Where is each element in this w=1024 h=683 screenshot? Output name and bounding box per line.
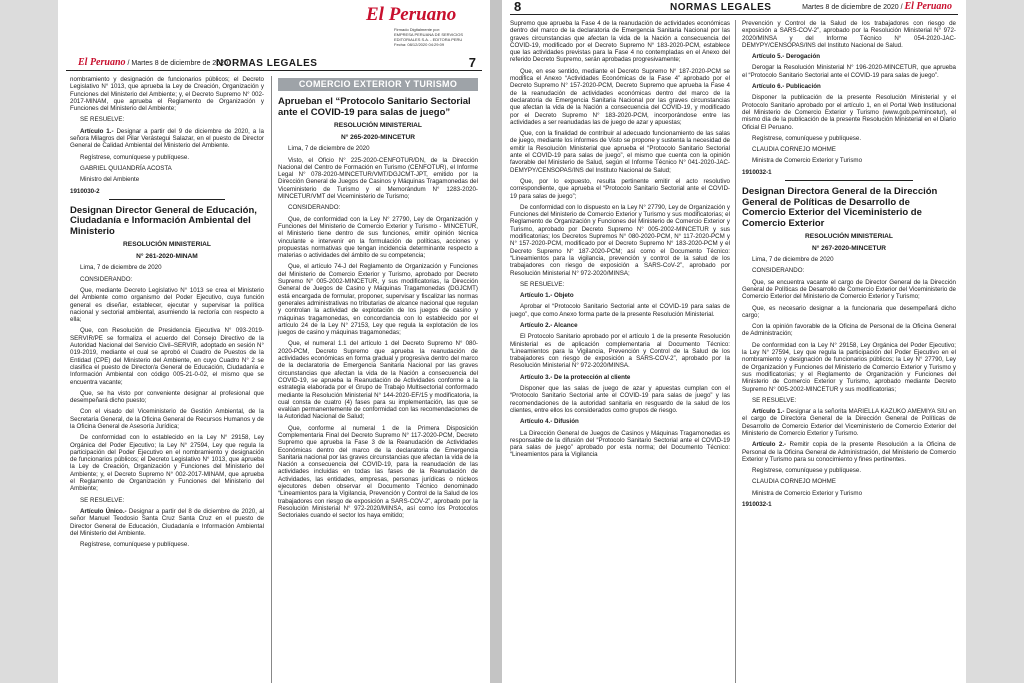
rm-title: RESOLUCIÓN MINISTERIAL [334,122,422,130]
divider [109,199,225,200]
el-peruano-logo: El Peruano [366,4,457,25]
signer-title: Ministra de Comercio Exterior y Turismo [752,489,863,497]
considerando: CONSIDERANDO: [288,204,341,212]
running-brand: Martes 8 de diciembre de 2020 / El Peruano [802,1,952,12]
paragraph: Con el visado del Viceministerio de Gestión Ambiental, de la Secretaría General, de la Oficina General de Recursos Humanos y de la Oficina General de Asesoría Jurídica; [70,408,264,430]
sector-banner: COMERCIO EXTERIOR Y TURISMO [278,78,478,91]
paragraph: Que, el artículo 74-J del Reglamento de Organización y Funciones del Ministerio de Comercio Exterior y Turismo, aprobado por Decreto Supremo N° 005-2002-MINCETUR, y sus modificatorias, la Dirección General de Juegos de Casino y Máquinas Tragamonedas (DGJCMT) está encargada de formular, proponer, supervisar y fiscalizar las normas generales administrativas no tributarias de alcance nacional que regulan y controlan la actividad de explotación de los juegos de casino y máquinas tragamonedas, en concordancia con lo establecido por el artículo 24 de la Ley N° 27153, Ley que regula la explotación de los juegos de casino y máquinas tragamonedas; [278,263,478,337]
article-label: Artículo 1.- Objeto [520,292,574,300]
section-title: NORMAS LEGALES [216,58,318,69]
left-column-1 [70,76,264,683]
paragraph: De conformidad con la Ley N° 29158, Ley Orgánica del Poder Ejecutivo; la Ley N° 27594, Ley que regula la participación del Poder Ejecutivo en el nombramiento y designación de funcionarios públicos; la Ley N° 27790, Ley de Organización y Funciones del Ministerio de Comercio Exterior y Turismo y sus modificatorias; y el Reglamento de Organización y Funciones del Ministerio de Comercio Exterior y Turismo, aprobado mediante Decreto Supremo N° 005-2002-MINCETUR y sus modificatorias; [742,341,956,393]
section-title: NORMAS LEGALES [670,2,772,13]
rm-title: RESOLUCIÓN MINISTERIAL [805,233,893,241]
paragraph: Que, con la finalidad de contribuir al adecuado funcionamiento de las salas de juego, mediante los informes de Visto se propone y sustenta la necesidad de emitir la Resolución Ministerial que aprueba el “Protocolo Sanitario Sectorial ante el COVID-19 para salas de juego”, el mismo que cuenta con la opinión favorable del Ministerio de Salud, según el Informe Técnico N° 041-2020-JAC-DEMYPY/CENSOPAS/INS del Instituto Nacional de Salud; [510,130,730,174]
article-label: Artículo 5.- Derogación [752,53,821,61]
paragraph: Supremo que aprueba la Fase 4 de la reanudación de actividades económicas dentro del marco de la declaratoria de Emergencia Sanitaria Nacional por las graves circunstancias que afectan la vida de la Nación a consecuencia del COVID-19, modificado por el Decreto Supremo N° 183-2020-PCM, establece que las actividades previstas para la Fase 4 no contempladas en el Anexo del referido Decreto Supremo, serán aprobadas progresivamente; [510,20,730,64]
closing-formula: Regístrese, comuníquese y publíquese. [752,467,862,475]
signer-name: GABRIEL QUIJANDRÍA ACOSTA [80,164,172,172]
article-unico: Artículo Único.- Designar a partir del 8 de diciembre de 2020, al señor Manuel Teodosio Santa Cruz Santa Cruz en el puesto de Director General de Educación, Ciudadanía e Información Ambiental del Ministerio del Ambiente. [70,507,264,537]
signer-name: CLAUDIA CORNEJO MOHME [752,146,836,154]
article-label: Artículo 6.- Publicación [752,83,821,91]
resolution-heading: Designan Director General de Educación, Ciudadanía e Información Ambiental del Ministerio [70,204,257,237]
rm-number: N° 261-2020-MINAM [136,252,198,260]
paragraph: Que, en ese sentido, mediante el Decreto Supremo N° 187-2020-PCM se modifica el Anexo “Actividades Económicas de la Fase 4” aprobado por el Decreto Supremo N° 157-2020-PCM, Decreto Supremo que aprueba la Fase 4 de la reanudación de actividades económicas dentro del marco de la declaratoria de Emergencia Sanitaria Nacional por las graves circunstancias que afectan la vida de la Nación a consecuencia del COVID-19, y modificado por el Decreto Supremo N° 183-2020-PCM, incorporándose entre las actividades a ser reanudadas las de juego de azar y apuestas; [510,67,730,126]
paragraph: Visto, el Oficio N° 225-2020-CENFOTUR/DN, de la Dirección Nacional del Centro de Formación en Turismo (CENFOTUR), el Informe Legal N° 078-2020-MINCETUR/VMT/DGJCMT-JPT, emitido por la Dirección General de Juegos de Casinos y Máquinas Tragamonedas del Viceministerio de Turismo y el Memorándum N° 1283-2020-MINCETUR/VMT del Viceministerio de Turismo; [278,156,478,201]
paragraph: nombramiento y designación de funcionarios públicos; el Decreto Legislativo N° 1013, que aprueba la Ley de Creación, Organización y Funciones del Ministerio del Ambiente; y, el Decreto Supremo N° 002-2017-MINAM, que aprueba el Reglamento de Organización y Funciones del Ministerio del Ambiente; [70,76,264,113]
left-column-2 [278,76,478,683]
paragraph: De conformidad con lo establecido en la Ley N° 29158, Ley Orgánica del Poder Ejecutivo; la Ley N° 27594, Ley que regula la participación del Poder Ejecutivo en el nombramiento y designación de funcionarios públicos; el Decreto Legislativo N° 1013, que aprueba la Ley de Creación, Organización y Funciones del Ministerio del Ambiente; y, el Decreto Supremo N° 002-2017-MINAM, que aprueba el Reglamento de Organización y Funciones del Ministerio del Ambiente; [70,434,264,493]
column-divider [735,20,736,683]
paragraph: Que, de conformidad con la Ley N° 27790, Ley de Organización y Funciones del Ministerio de Comercio Exterior y Turismo - MINCETUR, el Ministerio tiene dentro de sus funciones, emitir opinión técnica vinculante e intervenir en la formulación de políticas, acciones y propuestas normativas que tengan incidencia determinante respecto a materias o actividades del ámbito de su competencia; [278,215,478,260]
right-page [502,0,966,683]
article-2: Artículo 2.- Remitir copia de la presente Resolución a la Oficina de Personal de la Oficina General de Administración, del Ministerio de Comercio Exterior y Turismo para su conocimiento y fines pertinentes. [742,441,956,463]
right-running-header [510,0,958,15]
divider [785,180,913,181]
paragraph: Que, conforme al numeral 1 de la Primera Disposición Complementaria Final del Decreto Supremo N° 117-2020-PCM, Decreto Supremo que aprueba la Fase 3 de la Reanudación de Actividades Económicas dentro del marco de la declaratoria de Emergencia Sanitaria nacional por las graves circunstancias que afectan la vida de la Nación a consecuencia del COVID-19, para la reanudación de las actividades incluidas en todas las fases de la Reanudación de Actividades, las entidades, empresas, personas jurídicas o núcleos ejecutores deben observar el Documento Técnico denominado “Lineamientos para la Vigilancia, Prevención y Control de la Salud de los trabajadores con riesgo de exposición a SARS-COV-2”, aprobado por la Resolución Ministerial N° 972-2020/MINSA, así como los Protocolos Sectoriales cuando el sector los haya emitido; [278,424,478,520]
right-column-1 [510,20,730,683]
right-column-2 [742,20,956,683]
paragraph: Prevención y Control de la Salud de los trabajadores con riesgo de exposición a SARS-COV-2”, aprobado por la Resolución Ministerial N° 972-2020/MINSA y del Informe Técnico N° 054-2020-JAC-DEMYPY/CENSOPAS/INS del Instituto Nacional de Salud. [742,20,956,49]
closing-formula: Regístrese, comuníquese y publíquese. [80,153,190,161]
se-resuelve: SE RESUELVE: [520,280,565,288]
left-page [58,0,490,683]
closing-formula: Regístrese, comuníquese y publíquese. [752,134,862,142]
digital-signature-meta: Firmado Digitalmente por: EMPRESA PERUANA DE SERVICIOS EDITORIALES S.A. - EDITORA PERU Fecha: 08/12/2020 04:29:09 [394,27,464,47]
closing-formula: Regístrese, comuníquese y publíquese. [80,541,190,549]
considerando: CONSIDERANDO: [752,267,805,275]
se-resuelve: SE RESUELVE: [80,496,125,504]
paragraph: Que, se ha visto por conveniente designar al profesional que desempeñará dicho puesto; [70,389,264,405]
resolution-heading: Aprueban el “Protocolo Sanitario Sectorial ante el COVID-19 para salas de juego” [278,96,471,118]
signer-name: CLAUDIA CORNEJO MOHME [752,478,836,486]
paragraph: De conformidad con lo dispuesto en la Ley N° 27790, Ley de Organización y Funciones del Ministerio de Comercio Exterior y Turismo y sus modificatorias; el Reglamento de Organización y Funciones del Ministerio de Comercio Exterior y Turismo, aprobado por Decreto Supremo N° 005-2002-MINCETUR y sus modificatorias; los Decretos Supremos N° 080-2020-PCM, N° 117-2020-PCM y N° 157-2020-PCM, modificado por el Decreto Supremo N° 183-2020-PCM y el Decreto Supremo N° 187-2020-PCM; así como el Documento Técnico: “Lineamientos para la vigilancia, prevención y control de la salud de los trabajadores con riesgo de exposición a SARS-CoV-2”, aprobado por Resolución Ministerial N° 972-2020/MINSA; [510,203,730,277]
paragraph: Que, el numeral 1.1 del artículo 1 del Decreto Supremo N° 080-2020-PCM, Decreto Supremo que aprueba la reanudación de actividades económicas en forma gradual y progresiva dentro del marco de la declaratoria de Emergencia Sanitaria Nacional por las graves circunstancias que afectan la vida de la Nación a consecuencia del COVID-19, se aprueba la Reanudación de Actividades conforme a la estrategia elaborada por el Grupo de Trabajo Multisectorial conformado mediante la Resolución Ministerial N° 144-2020-EF/15 y modificatoria, la cual consta de cuatro (4) fases para su implementación, las que se evalúan permanentemente de conformidad con las recomendaciones de la Autoridad Nacional de Salud; [278,340,478,421]
resolution-date: Lima, 7 de diciembre de 2020 [752,256,834,264]
paragraph: La Dirección General de Juegos de Casinos y Máquinas Tragamonedas es responsable de la difusión del “Protocolo Sanitario Sectorial ante el COVID-19 para salas de juego” aprobado por esta norma; del Documento Técnico: “Lineamientos para la Vigilancia [510,429,730,459]
resolution-date: Lima, 7 de diciembre de 2020 [80,264,162,272]
article-label: Artículo 2.- Alcance [520,321,578,329]
article-1: Artículo 1.- Designar a la señorita MARIELLA KAZUKO AMEMIYA SIU en el cargo de Directora General de la Dirección General de Políticas de Desarrollo de Comercio Exterior del Viceministerio de Comercio Exterior del Ministerio de Comercio Exterior y Turismo. [742,408,956,437]
paragraph: Que, mediante Decreto Legislativo N° 1013 se crea el Ministerio del Ambiente como organismo del Poder Ejecutivo, cuya función general es diseñar, establecer, ejecutar y supervisar la política nacional y sectorial ambiental, asumiendo la rectoría con respecto a ella; [70,286,264,324]
paragraph: Que, se encuentra vacante el cargo de Director General de la Dirección General de Políticas de Desarrollo de Comercio Exterior del Viceministerio de Comercio Exterior del Ministerio de Comercio Exterior y Turismo; [742,278,956,301]
rm-number: N° 267-2020-MINCETUR [811,244,887,252]
article-label: Artículo 4.- Difusión [520,418,579,426]
left-page-header [58,0,490,48]
paragraph: El Protocolo Sanitario aprobado por el artículo 1 de la presente Resolución Ministerial es de aplicación complementaria al Documento Técnico: “Lineamientos para la Vigilancia, Prevención y Control de la Salud de los trabajadores con riesgo de exposición a SARS-COV-2”, aprobado por la Resolución Ministerial N° 972-2020/MINSA. [510,333,730,370]
page-gutter [490,0,502,683]
paragraph: Que, con Resolución de Presidencia Ejecutiva N° 093-2019-SERVIR/PE se formaliza el acuerdo del Consejo Directivo de la Autoridad Nacional del Servicio Civil–SERVIR, adoptado en sesión N° 019-2019, mediante el cual se aprobó el Cuadro de Puestos de la Entidad (CPE) del Ministerio del Ambiente, en cuyo Cuadro N° 2 se clasifica el puesto de Director/a General de Educación, Ciudadanía e Información Ambiental con código 005-21-0-02, el mismo que se encuentra vacante; [70,327,264,386]
signer-title: Ministra de Comercio Exterior y Turismo [752,157,863,165]
rm-number: N° 265-2020-MINCETUR [340,133,416,141]
paragraph: Derogar la Resolución Ministerial N° 196-2020-MINCETUR, que aprueba el “Protocolo Sanitario Sectorial ante el COVID-19 para salas de juego”. [742,64,956,79]
left-running-header [66,54,482,71]
paragraph: Disponer que las salas de juego de azar y apuestas cumplan con el “Protocolo Sanitario Sectorial ante el COVID-19 para salas de juego” y las recomendaciones de la autoridad sanitaria en resguardo de la salud de los clientes, entre ellos los considerados como grupos de riesgo. [510,385,730,414]
considerando: CONSIDERANDO: [80,275,133,283]
paragraph: Aprobar el “Protocolo Sanitario Sectorial ante el COVID-19 para salas de juego”, que como Anexo forma parte de la presente Resolución Ministerial. [510,303,730,318]
publication-code: 1910032-1 [742,501,772,509]
rm-title: RESOLUCIÓN MINISTERIAL [123,241,211,249]
paragraph: Con la opinión favorable de la Oficina de Personal de la Oficina General de Administración; [742,323,956,338]
publication-code: 1910030-2 [70,187,100,195]
signer-title: Ministro del Ambiente [80,176,140,184]
resolution-date: Lima, 7 de diciembre de 2020 [288,145,370,153]
running-brand: El Peruano / Martes 8 de diciembre de 2020 [78,57,228,68]
column-divider [271,76,272,683]
article-label: Artículo 3.- De la protección al cliente [520,373,631,381]
paragraph: Disponer la publicación de la presente Resolución Ministerial y el Protocolo Sanitario aprobado por el artículo 1, en el Portal Web Institucional del Ministerio de Comercio Exterior y Turismo (www.gob.pe/mincetur), el mismo día de la publicación de la presente Resolución Ministerial en el Diario Oficial El Peruano. [742,94,956,131]
article-1: Artículo 1.- Designar a partir del 9 de diciembre de 2020, a la señora Milagros del Pilar Verástegui Salazar, en el puesto de Director General de Calidad Ambiental del Ministerio del Ambiente. [70,127,264,150]
se-resuelve: SE RESUELVE: [752,396,797,404]
se-resuelve: SE RESUELVE: [80,116,125,124]
resolution-heading: Designan Directora General de la Dirección General de Políticas de Desarrollo de Comercio Exterior del Viceministerio de Comercio Exterior [742,186,938,229]
paragraph: Que, por lo expuesto, resulta pertinente emitir el acto resolutivo correspondiente, que aprueba el “Protocolo Sanitario Sectorial ante el COVID-19 para salas de juego”; [510,177,730,200]
publication-code: 1910032-1 [742,168,772,176]
page-number: 8 [514,0,522,14]
paragraph: Que, es necesario designar a la funcionaria que desempeñará dicho cargo; [742,304,956,319]
page-number: 7 [468,55,476,70]
